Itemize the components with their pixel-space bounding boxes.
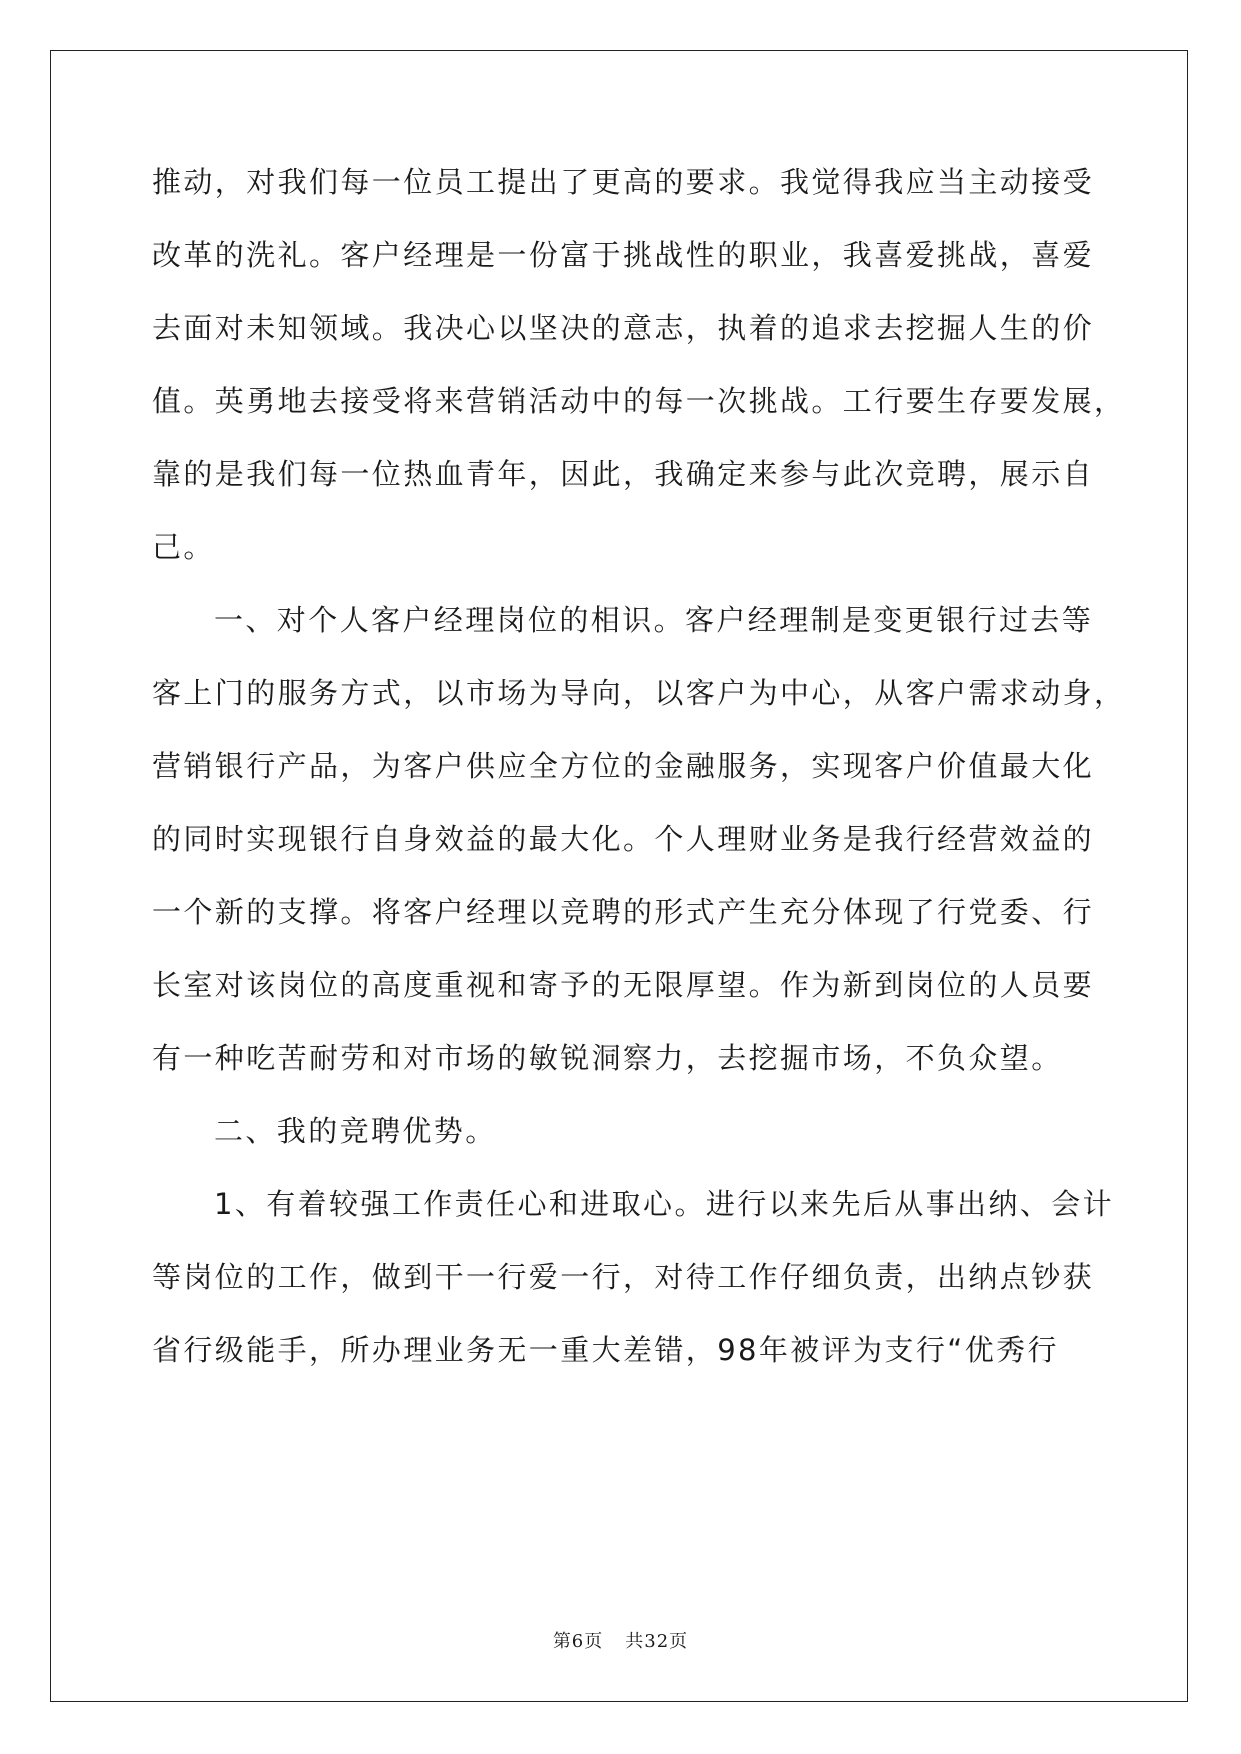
page-border bbox=[50, 50, 1188, 1702]
text-line: 一个新的支撑。将客户经理以竞聘的形式产生充分体现了行党委、行 bbox=[152, 895, 1095, 929]
text-line: 有一种吃苦耐劳和对市场的敏锐洞察力，去挖掘市场，不负众望。 bbox=[152, 1041, 1063, 1075]
text-line: 去面对未知领域。我决心以坚决的意志，执着的追求去挖掘人生的价 bbox=[152, 311, 1095, 345]
paragraph-start-line: 一、对个人客户经理岗位的相识。客户经理制是变更银行过去等 bbox=[214, 603, 1094, 637]
text-line: 改革的洗礼。客户经理是一份富于挑战性的职业，我喜爱挑战，喜爱 bbox=[152, 238, 1095, 272]
text-line: 值。英勇地去接受将来营销活动中的每一次挑战。工行要生存要发展， bbox=[152, 384, 1126, 418]
text-line: 省行级能手，所办理业务无一重大差错，98年被评为支行“优秀行 bbox=[152, 1333, 1059, 1367]
paragraph-start-line: 1、有着较强工作责任心和进取心。进行以来先后从事出纳、会计 bbox=[214, 1187, 1115, 1221]
text-line: 推动，对我们每一位员工提出了更高的要求。我觉得我应当主动接受 bbox=[152, 165, 1095, 199]
text-line: 的同时实现银行自身效益的最大化。个人理财业务是我行经营效益的 bbox=[152, 822, 1095, 856]
text-line: 长室对该岗位的高度重视和寄予的无限厚望。作为新到岗位的人员要 bbox=[152, 968, 1095, 1002]
page-total: 共32页 bbox=[625, 1631, 689, 1652]
text-line: 等岗位的工作，做到干一行爱一行，对待工作仔细负责，出纳点钞获 bbox=[152, 1260, 1095, 1294]
page-footer bbox=[0, 1627, 1241, 1653]
text-line: 靠的是我们每一位热血青年，因此，我确定来参与此次竞聘，展示自 bbox=[152, 457, 1095, 491]
page-number: 第6页 bbox=[552, 1631, 604, 1652]
text-line: 营销银行产品，为客户供应全方位的金融服务，实现客户价值最大化 bbox=[152, 749, 1095, 783]
text-line: 客上门的服务方式，以市场为导向，以客户为中心，从客户需求动身， bbox=[152, 676, 1126, 710]
text-line: 己。 bbox=[152, 530, 215, 564]
section-heading-line: 二、我的竞聘优势。 bbox=[214, 1114, 497, 1148]
